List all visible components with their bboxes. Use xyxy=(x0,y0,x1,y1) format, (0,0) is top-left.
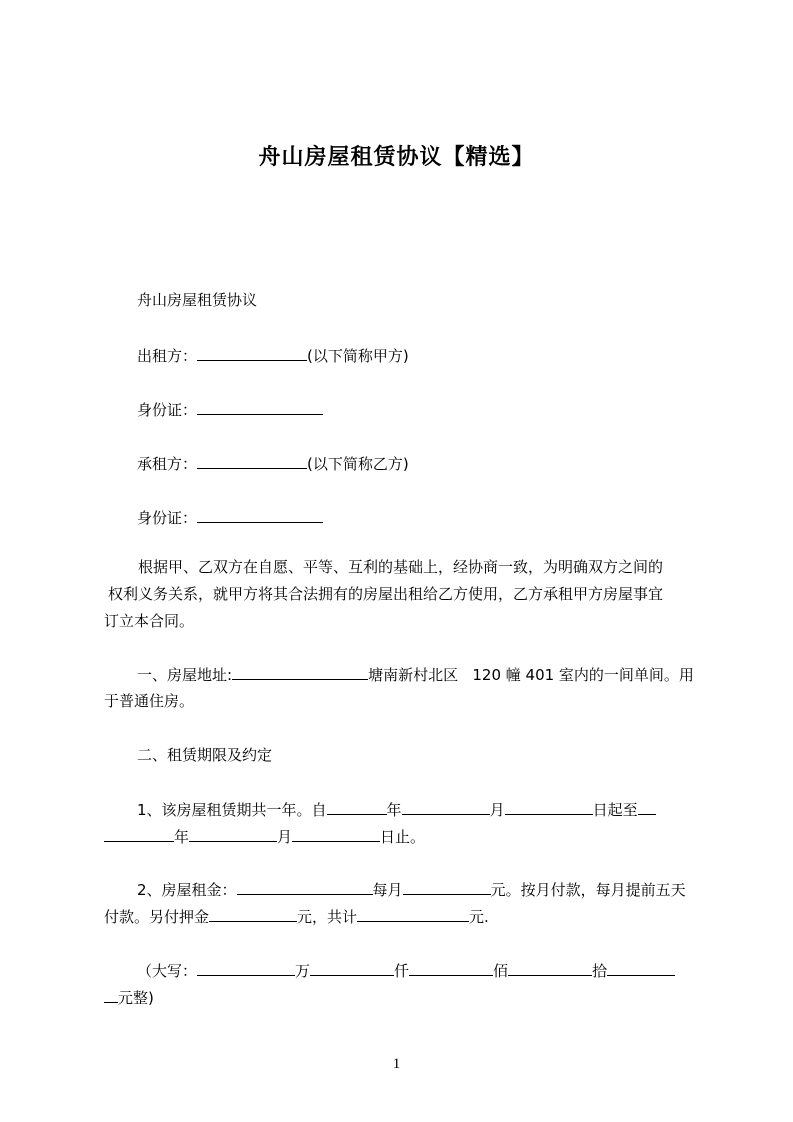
clause1-line-2 xyxy=(104,826,425,847)
start-month-blank xyxy=(402,799,490,815)
payment-terms: 元。按月付款，每月提前五天 xyxy=(490,881,686,899)
monthly-amount-blank xyxy=(403,879,491,895)
yuan-blank xyxy=(607,960,675,976)
lessee-id-blank xyxy=(197,507,323,523)
section1-line xyxy=(137,664,694,685)
lessee-blank xyxy=(197,453,307,469)
lessor-label: 出租方： xyxy=(137,347,198,365)
page-number: 1 xyxy=(392,1056,401,1072)
month-label-2: 月 xyxy=(277,828,293,846)
end-year-blank-start xyxy=(638,799,656,815)
yuan-label: 元. xyxy=(469,908,489,926)
shi-label: 拾 xyxy=(592,962,608,980)
wan-blank xyxy=(197,960,295,976)
intro-line-2: 权利义务关系，就甲方将其合法拥有的房屋出租给乙方使用，乙方承租甲方房屋事宜 xyxy=(108,585,664,603)
section1-line-2: 于普通住房。 xyxy=(104,692,195,710)
lessor-id-line xyxy=(137,399,323,420)
total-blank xyxy=(357,906,469,922)
lessor-line xyxy=(137,345,409,366)
clause1-text: 1、该房屋租赁期共一年。自 xyxy=(137,801,327,819)
clause2-line-1 xyxy=(137,879,686,900)
clause2-line-2 xyxy=(104,906,489,927)
end-year-blank xyxy=(104,826,174,842)
lessee-id-label: 身份证： xyxy=(137,509,198,527)
deposit-label: 付款。另付押金 xyxy=(104,908,210,926)
lessor-id-label: 身份证： xyxy=(137,401,198,419)
lessor-blank xyxy=(197,345,307,361)
year-label-2: 年 xyxy=(174,828,190,846)
end-month-blank xyxy=(189,826,277,842)
per-month-label: 每月 xyxy=(372,881,403,899)
section2-title: 二、租赁期限及约定 xyxy=(137,746,273,764)
year-label: 年 xyxy=(386,801,402,819)
qian-blank xyxy=(310,960,394,976)
clause1-line-1 xyxy=(137,799,656,820)
amount-words-label: （大写： xyxy=(137,962,198,980)
wan-label: 万 xyxy=(295,962,311,980)
qian-label: 仟 xyxy=(394,962,410,980)
section1-text: 塘南新村北区 120 幢 401 室内的一间单间。用 xyxy=(368,666,694,684)
clause2-text: 2、房屋租金： xyxy=(137,881,237,899)
yuan-blank-end xyxy=(104,987,118,1003)
rent-blank xyxy=(237,879,373,895)
lessor-id-blank xyxy=(197,399,323,415)
bai-blank xyxy=(409,960,493,976)
end-label: 日止。 xyxy=(380,828,426,846)
total-label: 元，共计 xyxy=(297,908,358,926)
start-day-blank xyxy=(505,799,593,815)
start-year-blank xyxy=(327,799,387,815)
document-title: 舟山房屋租赁协议【精选】 xyxy=(258,145,535,170)
shi-blank xyxy=(508,960,592,976)
address-blank xyxy=(232,664,368,680)
lessee-label: 承租方： xyxy=(137,455,198,473)
amount-words-end: 元整) xyxy=(118,989,154,1007)
intro-line-3: 订立本合同。 xyxy=(104,612,195,630)
amount-words-line-1 xyxy=(137,960,675,981)
end-day-blank xyxy=(292,826,380,842)
lessee-id-line xyxy=(137,507,323,528)
month-label: 月 xyxy=(489,801,505,819)
intro-line-1: 根据甲、乙双方在自愿、平等、互利的基础上，经协商一致，为明确双方之间的 xyxy=(138,558,664,576)
lessor-suffix: (以下简称甲方) xyxy=(307,347,409,365)
bai-label: 佰 xyxy=(493,962,509,980)
amount-words-line-2 xyxy=(104,987,154,1008)
agreement-subtitle: 舟山房屋租赁协议 xyxy=(137,291,258,309)
lessee-suffix: (以下简称乙方) xyxy=(307,455,409,473)
section1-label: 一、房屋地址: xyxy=(137,666,233,684)
from-label: 日起至 xyxy=(592,801,638,819)
lessee-line xyxy=(137,453,409,474)
deposit-blank xyxy=(209,906,297,922)
